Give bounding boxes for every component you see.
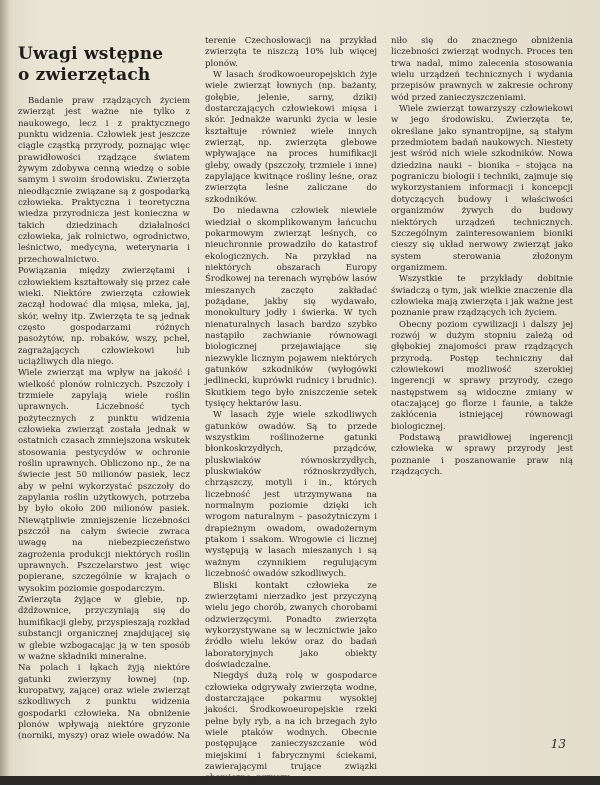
- title-line-2: o zwierzętach: [18, 65, 151, 85]
- column-1: [18, 36, 190, 743]
- page-number: 13: [550, 737, 566, 751]
- column-2: [205, 36, 377, 785]
- paragraph: Podstawą prawidłowej ingerencji człowieka w sprawy przyrody jest poznanie i poszanowanie praw nią rządzących.: [391, 433, 573, 478]
- paragraph: Badanie praw rządzących życiem zwierząt jest ważne nie tylko z naukowego, lecz i z praktycznego punktu widzenia. Człowiek jest jeszcze ciągle cząstką przyrody, poznając więc prawidłowości rządzące światem żywym zdobywa cenną wiedzę o sobie samym i swoim środowisku. Zwierzęta nieodłącznie związane są z gospodarką człowieka. Praktyczna i teoretyczna wiedza przyrodnicza jest konieczna w takich dziedzinach działalności człowieka, jak rolnictwo, ogrodnictwo, leśnictwo, medycyna, weterynaria i przechowalnictwo.: [18, 96, 190, 265]
- paragraph: Do niedawna człowiek niewiele wiedział o skomplikowanym łańcuchu pokarmowym zwierząt leśnych, co nieuchronnie prowadziło do katastrof ekologicznych. Na przykład na niektórych obszarach Europy Środkowej na terenach wyrębów lasów mieszanych zaczęto zakładać pożądane, jakby się wydawało, monokultury jodły i świerka. W tych nienaturalnych lasach bardzo szybko nastąpiło zachwianie równowagi biologicznej przejawiające się niezwykle licznym pojawem niektórych gatunków szkodników (wyłogówki jedlinecki, kuprówki rudnicy i brudnic). Skutkiem tego było zniszczenie setek tysięcy hektarów lasu.: [205, 206, 377, 409]
- title-line-1: Uwagi wstępne: [18, 44, 164, 64]
- paragraph: Wiele zwierząt towarzyszy człowiekowi w jego środowisku. Zwierzęta te, określane jako synantropijne, są stałym przedmiotem badań naukowych. Niestety jest wśród nich wiele szkodników. Nowa dziedzina nauki – bionika – stojąca na pograniczu biologii i techniki, zajmuje się wykorzystaniem informacji i koncepcji dotyczących budowy i właściwości organizmów żywych do budowy niektórych urządzeń technicznych. Szczególnym zainteresowaniem bioniki cieszy się układ nerwowy zwierząt jako system sterowania złożonym organizmem.: [391, 104, 573, 273]
- paragraph: Bliski kontakt człowieka ze zwierzętami nierzadko jest przyczyną wielu jego chorób, zwanych chorobami odzwierzęcymi. Ponadto zwierzęta wykorzystywane są w lecznictwie jako źródło wielu leków oraz do badań laboratoryjnych jako obiekty doświadczalne.: [205, 580, 377, 670]
- page-title: [18, 44, 190, 86]
- column-3: [391, 36, 573, 478]
- paragraph: Na polach i łąkach żyją niektóre gatunki zwierzyny łownej (np. kuropatwy, zające) oraz wiele zwierząt szkodliwych z punktu widzenia gospodarki człowieka. Na obniżenie plonów wpływają niektóre gryzonie (norniki, myszy) oraz wiele owadów. Na: [18, 663, 191, 742]
- paragraph: W lasach środkowoeuropejskich żyje wiele zwierząt łownych (np. bażanty, gołębie, jelenie, sarny, dziki) dostarczających człowiekowi mięsa i skór. Jednakże warunki życia w lesie kształtuje również wiele innych zwierząt, np. zwierzęta glebowe wpływające na proces humifikacji gleby, owady (pszczoły, trzmiele i inne) zapylające kwitnące rośliny leśne, oraz zwierzęta leśne zaliczane do szkodników.: [205, 70, 377, 205]
- paragraph: W lasach żyje wiele szkodliwych gatunków owadów. Są to przede wszystkim roślinożerne gatunki błonkoskrzydłych, prządców, pluskwiaków równoskrzydłych, pluskwiaków różnoskrzydłych, chrząszczy, motyli i in., których liczebność jest utrzymywana na normalnym poziomie dzięki ich wrogom naturalnym – pasożytniczym i drapieżnym owadom, owadożernym ptakom i ssakom. Wrogowie ci licznej występują w lasach mieszanych i są ważnym czynnikiem regulującym liczebność owadów szkodliwych.: [205, 410, 377, 580]
- paragraph: Wiele zwierząt ma wpływ na jakość i wielkość plonów rolniczych. Pszczoły i trzmiele zapylają wiele roślin uprawnych. Liczebność tych pożytecznych z punktu widzenia człowieka zwierząt została jednak w ostatnich czasach zmniejszona wskutek stosowania pestycydów w ochronie roślin uprawnych. Obliczono np., że na świecie jest 50 milionów pasiek, lecz aby w pełni wykorzystać pszczoły do zapylania roślin użytkowych, potrzeba by było około 200 milionów pasiek. Niewątpliwie zmniejszenie liczebności pszczół na całym świecie zwraca uwagę na niebezpieczeństwo zagrożenia produkcji niektórych roślin uprawnych. Pszczelarstwo jest więc popierane, szczególnie w krajach o wysokim poziomie gospodarczym.: [18, 368, 190, 594]
- paragraph: Niegdyś dużą rolę w gospodarce człowieka odgrywały zwierzęta wodne, dostarczające pokarmu wysokiej jakości. Środkowoeuropejskie rzeki pełne były ryb, a na ich brzegach żyło wiele ptaków wodnych. Obecnie postępujące zanieczyszczanie wód miejskimi i fabrycznymi ściekami, zawierającymi trujące związki chemiczne, przyczy-: [205, 671, 377, 784]
- paragraph: Powiązania między zwierzętami i człowiekiem kształtowały się przez całe wieki. Niektóre zwierzęta człowiek zaczął hodować dla mięsa, mleka, jaj, skór, wełny itp. Zwierzęta te są jednak często gospodarzami różnych pasożytów, np. robaków, wszy, pcheł, zagrażających człowiekowi lub uciążliwych dla niego.: [18, 266, 190, 367]
- paragraph: terenie Czechosłowacji na przykład zwierzęta te niszczą 10% lub więcej plonów.: [205, 36, 377, 69]
- paragraph: Obecny poziom cywilizacji i dalszy jej rozwój w dużym stopniu zależą od głębokiej znajomości praw rządzących przyrodą. Postęp techniczny dał człowiekowi możliwość szerokiej ingerencji w sprawy przyrody, czego następstwem są widoczne zmiany w otaczającej go florze i faunie, a także zakłócenia istniejącej równowagi biologicznej.: [391, 319, 573, 432]
- spine-shadow: [0, 0, 10, 776]
- paragraph: niło się do znacznego obniżenia liczebności zwierząt wodnych. Proces ten trwa nadal, mimo zalecenia stosowania wielu urządzeń technicznych i wydania przepisów prawnych w zakresie ochrony wód przed zanieczyszczeniami.: [391, 36, 573, 103]
- paragraph: Zwierzęta żyjące w glebie, np. dżdżownice, przyczyniają się do humifikacji gleby, przyspieszają rozkład substancji organicznej znajdującej się w glebie wzbogacając ją w ten sposób w ważne składniki mineralne.: [18, 595, 190, 662]
- paragraph: Wszystkie te przykłady dobitnie świadczą o tym, jak wielkie znaczenie dla człowieka mają zwierzęta i jak ważne jest poznanie praw rządzących ich życiem.: [391, 274, 573, 319]
